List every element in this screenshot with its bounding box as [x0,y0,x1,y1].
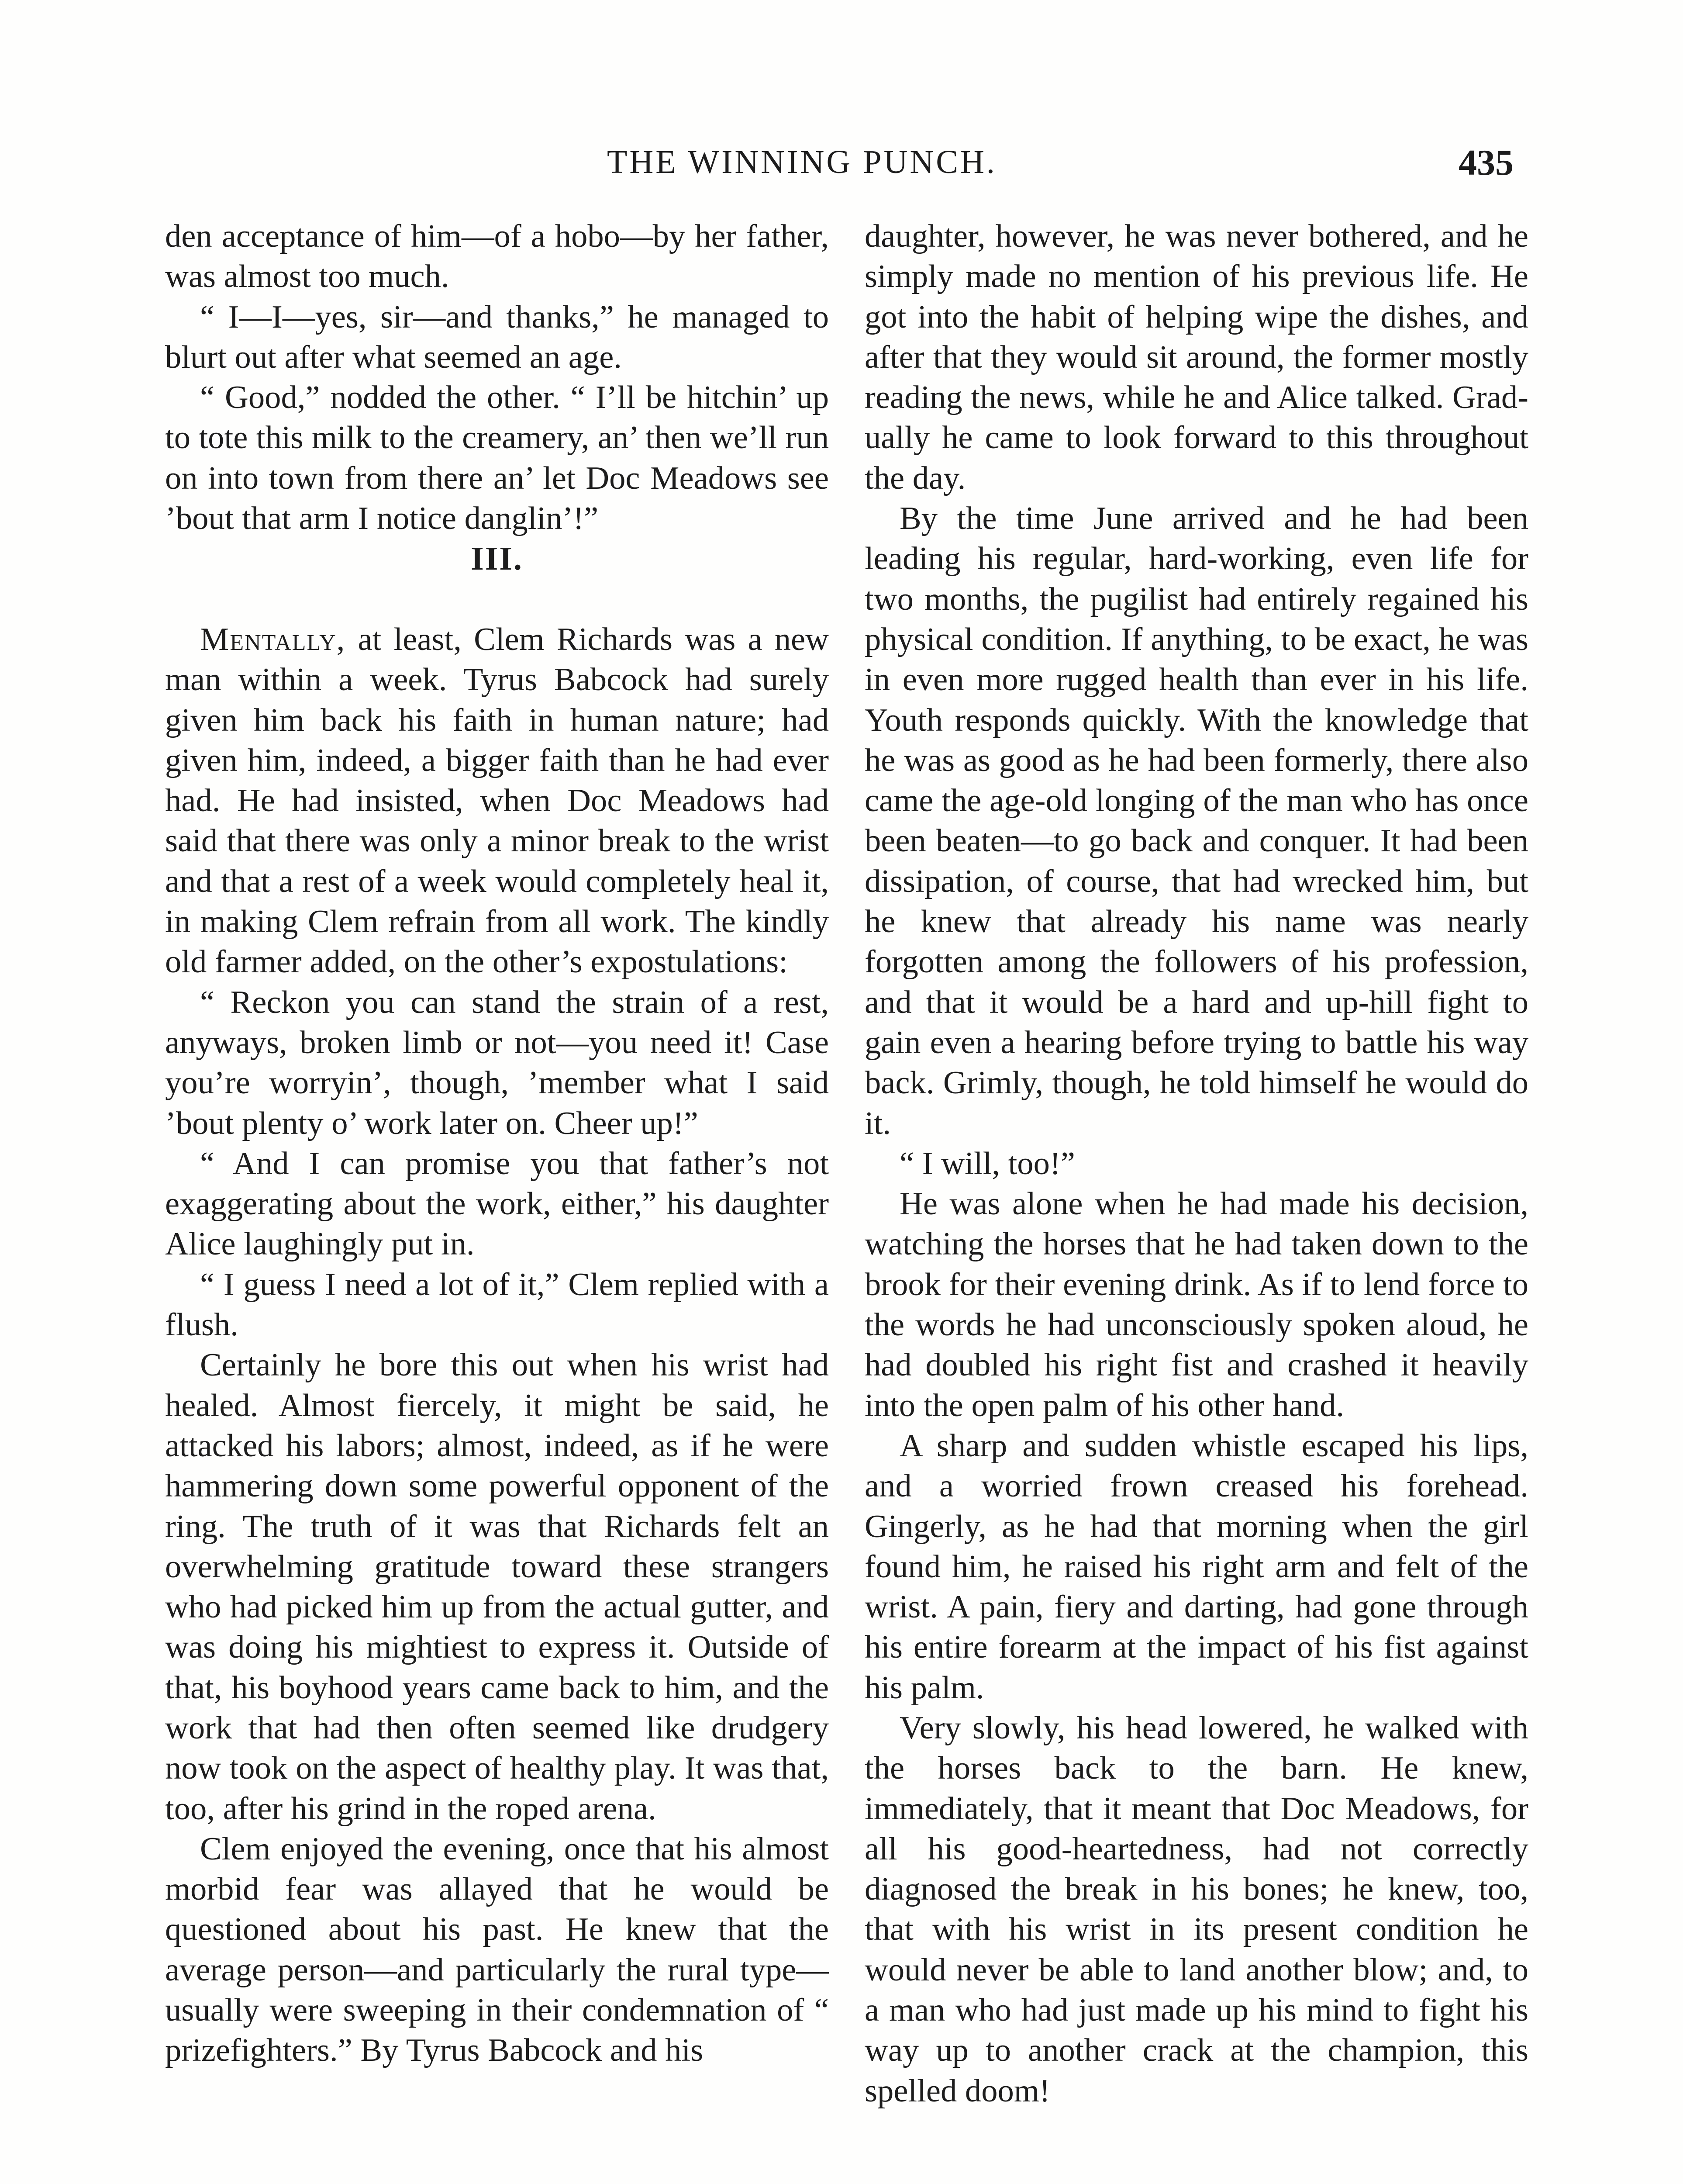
paragraph: He was alone when he had made his decision, watching the horses that he had taken down to the brook for their evening drink. As if to lend force to the words he had unconsciously spoken aloud, he had doubled his right fist and crashed it heavily into the open palm of his other hand. [865,1186,1528,1424]
right-column [865,216,1528,2111]
paragraph: den acceptance of him—of a hobo—by her father, was almost too much. [165,218,829,295]
paragraph: “ Reckon you can stand the strain of a rest, anyways, broken limb or not—you need it! Case you’re worryin’, though, ’member what I said ’bout plenty o’ work later on. Cheer up!” [165,984,829,1141]
running-head [0,143,1683,187]
paragraph: “ I—I—yes, sir—and thanks,” he managed to blurt out after what seemed an age. [165,299,829,375]
paragraph: daughter, however, he was never bothered, and he simply made no mention of his previous life. He got into the habit of helping wipe the dishes, and after that they would sit around, the former mostly reading the news, while he and Alice talked. Gradually he came to look forward to this throughout the day. [865,218,1528,496]
paragraph: “ And I can promise you that father’s not exaggerating about the work, either,” his daughter Alice laughingly put in. [165,1145,829,1262]
paragraph-lead-word: Mentally, [200,621,346,657]
page-number: 435 [1459,142,1514,183]
paragraph: “ I guess I need a lot of it,” Clem replied with a flush. [165,1266,829,1343]
running-title: THE WINNING PUNCH. [607,144,997,180]
paragraph [165,619,829,982]
paragraph: “ Good,” nodded the other. “ I’ll be hitchin’ up to tote this milk to the creamery, an’ then we’ll run on into town from there an’ let Doc Meadows see ’bout that arm I notice danglin’!” [165,380,829,537]
paragraph: “ I will, too!” [900,1145,1075,1182]
paragraph: A sharp and sudden whistle escaped his lips, and a worried frown creased his forehead. Gingerly, as he had that morning when the girl found him, he raised his right arm and felt of the wrist. A pain, fiery and darting, had gone through his entire forearm at the impact of his fist against his palm. [865,1427,1528,1706]
paragraph: Very slowly, his head lowered, he walked with the horses back to the barn. He knew, immediately, that it meant that Doc Meadows, for all his good-heartedness, had not correctly diagnosed the break in his bones; he knew, too, that with his wrist in its present condition he would never be able to land another blow; and, to a man who had just made up his mind to fight his way up to another crack at the champion, this spelled doom! [865,1710,1528,2109]
paragraph: By the time June arrived and he had been leading his regular, hard-working, even life for two months, the pugilist had entirely regained his physical condition. If anything, to be exact, he was in even more rugged health than ever in his life. Youth responds quickly. With the knowledge that he was as good as he had been formerly, there also came the age-old longing of the man who has once been beaten—to go back and conquer. It had been dissipation, of course, that had wrecked him, but he knew that already his name was nearly forgotten among the followers of his profession, and that it would be a hard and up-hill fight to gain even a hearing before trying to battle his way back. Grimly, though, he told himself he would do it. [865,501,1528,1141]
left-column [165,216,829,2071]
paragraph-text: at least, Clem Richards was a new man within a week. Tyrus Babcock had surely given him back his faith in human nature; had given him, indeed, a bigger faith than he had ever had. He had insisted, when Doc Meadows had said that there was only a minor break to the wrist and that a rest of a week would completely heal it, in making Clem refrain from all work. The kindly old farmer added, on the other’s expostulations: [165,621,829,980]
section-heading: III. [471,540,523,577]
paragraph: Clem enjoyed the evening, once that his almost morbid fear was allayed that he would be questioned about his past. He knew that the average person—and particularly the rural type—usually were sweeping in their condemnation of “ prizefighters.” By Tyrus Babcock and his [165,1831,829,2069]
paragraph: Certainly he bore this out when his wrist had healed. Almost fiercely, it might be said, he attacked his labors; almost, indeed, as if he were hammering down some powerful opponent of the ring. The truth of it was that Richards felt an overwhelming gratitude toward these strangers who had picked him up from the actual gutter, and was doing his mightiest to express it. Outside of that, his boyhood years came back to him, and the work that had then often seemed like drudgery now took on the aspect of healthy play. It was that, too, after his grind in the roped arena. [165,1347,829,1827]
